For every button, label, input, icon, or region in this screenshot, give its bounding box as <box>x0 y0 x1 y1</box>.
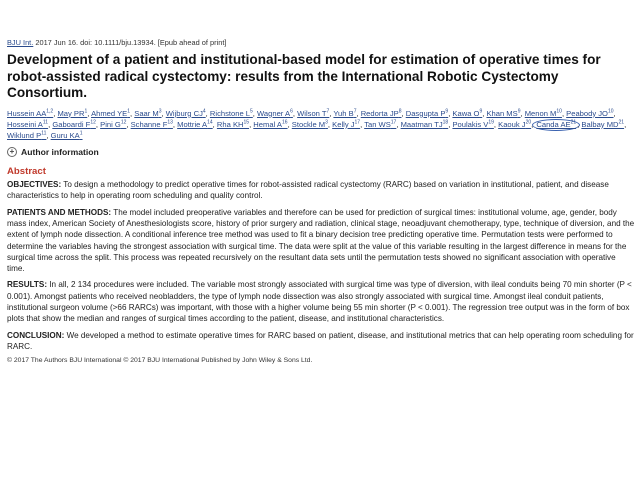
author-name[interactable]: Dasgupta P <box>405 108 446 118</box>
author-affiliation-sup: 14 <box>207 119 213 126</box>
author-link[interactable] <box>131 120 173 129</box>
author-link[interactable] <box>452 109 482 118</box>
author-link[interactable] <box>297 109 329 118</box>
author-name[interactable]: Schanne F <box>130 119 168 129</box>
section-text: We developed a method to estimate operative times for RARC based on patient, disease, and institutional metrics that can help operating room scheduling for RARC. <box>7 330 634 351</box>
author-affiliation-sup: 20 <box>525 119 532 126</box>
author-name[interactable]: Wijburg CJ <box>165 108 203 118</box>
author-affiliation-sup: 21 <box>570 119 577 126</box>
author-affiliation-sup: 5 <box>250 107 253 114</box>
author-affiliation-sup: 11 <box>42 119 49 126</box>
author-affiliation-sup: 12 <box>120 119 127 126</box>
author-name[interactable]: Richstone L <box>209 108 251 118</box>
author-affiliation-sup: 1 <box>84 107 88 114</box>
author-affiliation-sup: 11 <box>41 130 47 137</box>
author-link[interactable] <box>581 120 624 129</box>
author-link[interactable] <box>333 109 356 118</box>
author-link[interactable] <box>52 120 96 129</box>
author-affiliation-sup: 12 <box>90 119 96 126</box>
author-link[interactable] <box>57 109 87 118</box>
author-affiliation-sup: 1 <box>79 130 83 137</box>
section-text: In all, 2 134 procedures were included. The variable most strongly associated with surgical time was type of diversion, with ileal conduits being 70 min shorter (P < 0.001). Amongst patients who received neobladders, the type of lymph node dissection was also strongly associated with surgical time. Amongst ileal conduit patients, institutional surgeon volume (>66 RARCs) was important, with those with a higher volume being 55 min shorter (P < 0.001). The regression tree output was in the form of box plots that show the median and ranges of surgical times according to the patient, disease, and institutional characteristics. <box>7 280 632 324</box>
author-link[interactable] <box>51 131 83 140</box>
author-link[interactable] <box>210 109 253 118</box>
author-link[interactable] <box>177 120 213 129</box>
author-link[interactable] <box>498 120 531 129</box>
author-name[interactable]: Wilson T <box>297 108 327 118</box>
author-name[interactable]: Wagner A <box>257 108 291 118</box>
author-name[interactable]: Hemal A <box>253 119 282 129</box>
author-affiliation-sup: 1,2 <box>46 107 54 114</box>
author-affiliation-sup: 13 <box>167 119 173 126</box>
abstract-objectives <box>7 179 635 202</box>
author-affiliation-sup: 10 <box>607 107 614 114</box>
author-affiliation-sup: 7 <box>326 107 330 114</box>
author-link[interactable] <box>7 109 53 118</box>
author-name[interactable]: Peabody JO <box>566 108 608 118</box>
author-name[interactable]: Menon M <box>524 108 557 118</box>
author-name[interactable]: Hussein AA <box>7 108 47 118</box>
author-link[interactable] <box>91 109 130 118</box>
author-name[interactable]: Ahmed YE <box>91 108 128 118</box>
author-name[interactable]: Pini G <box>100 119 121 129</box>
author-affiliation-sup: 10 <box>556 107 562 114</box>
journal-link[interactable]: BJU Int. <box>7 38 34 47</box>
author-list: Hussein AA$^{1,2}$, May $PR^1$, Ahmed $YE^1$, Saar $M^3$, Wijburg $CJ^4$, Richstone $L^5$, Wagner $A^6$, Wilson $T^7$, Yuh $B^7$, Redorta $JP^8$, Dasgupta $P^9$, Kawa $O^9$, Khan $MS^9$, Menon $M^{10}$, Peabody JO$^{10}$, Hosseini $A^{11}$, Gaboardi $F^{12}$, Pini $G^{12}$, Schanne $F^{13}$, Mottrie $A^{14}$, Rha KH$^{15}$, Hemal $A^{16}$, Stockle $M^3$, Kelly $J^{17}$, Tan WS$^{17}$, Maatman TJ$^{18}$, Poulakis $V^{19}$, Kaouk $J^{20}$, Canda AE$^{21}$, Balbay MD$^{21}$, Wiklund $P^{11}$, Guru $KA^1$ <box>7 107 627 140</box>
author-link[interactable] <box>364 120 396 129</box>
author-affiliation-sup: 9 <box>517 107 521 114</box>
author-name[interactable]: Kaouk J <box>498 119 526 129</box>
citation-details: 2017 Jun 16. doi: 10.1111/bju.13934. [Epub ahead of print] <box>33 38 227 47</box>
author-affiliation-sup: 3 <box>158 107 162 114</box>
abstract-conclusion <box>7 330 635 353</box>
author-name[interactable]: Kawa O <box>452 108 480 118</box>
citation-line <box>7 38 635 48</box>
abstract-methods <box>7 207 635 275</box>
author-link[interactable] <box>100 120 126 129</box>
abstract-heading: Abstract <box>7 166 46 178</box>
section-label: PATIENTS AND METHODS: <box>7 207 112 217</box>
author-affiliation-sup: 7 <box>353 107 357 114</box>
author-link[interactable] <box>525 109 562 118</box>
author-link[interactable] <box>401 120 449 129</box>
author-link[interactable] <box>536 120 576 129</box>
author-name[interactable]: Rha KH <box>216 119 244 129</box>
author-affiliation-sup: 8 <box>398 107 402 114</box>
author-name[interactable]: Mottrie A <box>177 119 208 129</box>
author-link[interactable] <box>257 109 293 118</box>
section-text: The model included preoperative variables and therefore can be used for prediction of surgical times: institutional volume, age, gender, body mass index, American Society of Anesthesiologists score, history of prior surgery and radiation, clinical stage, neoadjuvant chemotherapy, type, technique of diversion, and the extent of lymph node dissection. A conditional inference tree method was used to fit a binary decision tree predicting operative time. Permutation tests were performed to determine the variables having the strongest association with surgical time. The data were split at the value of this variable resulting in the largest difference in means for the surgical time across the split. This process was repeated recursively on the resultant data sets until the permutation tests showed no significant association with operative time. <box>7 207 635 274</box>
author-affiliation-sup: 1 <box>127 107 131 114</box>
copyright-notice: © 2017 The Authors BJU International © 2017 BJU International Published by John Wiley & Sons Ltd. <box>7 357 313 365</box>
section-text: To design a methodology to predict operative times for robot-assisted radical cystectomy (RARC) based on variation in institutional, patient, and disease characteristics to help in operating room scheduling and quality control. <box>7 180 609 201</box>
author-link[interactable] <box>7 120 48 129</box>
author-affiliation-sup: 17 <box>354 119 361 126</box>
author-name[interactable]: Stockle M <box>291 119 326 129</box>
author-name[interactable]: May PR <box>57 108 85 118</box>
author-name[interactable]: Wiklund P <box>7 130 42 140</box>
author-link[interactable] <box>217 120 249 129</box>
author-affiliation-sup: 4 <box>202 107 206 114</box>
author-link[interactable] <box>452 120 493 129</box>
author-affiliation-sup: 17 <box>390 119 397 126</box>
author-link[interactable] <box>566 109 613 118</box>
author-affiliation-sup: 19 <box>488 119 494 126</box>
author-link[interactable] <box>486 109 520 118</box>
author-affiliation-sup: 15 <box>243 119 250 126</box>
author-affiliation-sup: 6 <box>290 107 293 114</box>
author-name[interactable]: Poulakis V <box>452 119 489 129</box>
author-name[interactable]: Saar M <box>134 108 159 118</box>
author-information-toggle[interactable] <box>7 146 635 158</box>
author-affiliation-sup: 21 <box>618 119 625 126</box>
author-link[interactable] <box>332 120 360 129</box>
section-label: CONCLUSION: <box>7 330 65 340</box>
author-link[interactable] <box>253 120 287 129</box>
author-name[interactable]: Gaboardi F <box>52 119 91 129</box>
author-name[interactable]: Yuh B <box>333 108 354 118</box>
author-highlight-circle <box>532 119 580 131</box>
author-link[interactable] <box>134 109 161 118</box>
author-name[interactable]: Maatman TJ <box>400 119 443 129</box>
author-name[interactable]: Hosseini A <box>7 119 43 129</box>
abstract-results <box>7 279 635 324</box>
author-link[interactable] <box>292 120 328 129</box>
pubmed-abstract-page <box>7 38 635 364</box>
author-link[interactable] <box>7 131 46 140</box>
author-name[interactable]: Canda AE <box>536 119 571 129</box>
author-affiliation-sup: 18 <box>442 119 449 126</box>
author-name[interactable]: Balbay MD <box>581 119 619 129</box>
author-information-label: Author information <box>21 147 99 158</box>
author-link[interactable] <box>361 109 402 118</box>
article-title: Development of a patient and institutional-based model for estimation of operative times for robot-assisted radical cystectomy: results from the International Robotic Cystectomy Consortium. <box>7 52 601 100</box>
author-affiliation-sup: 3 <box>325 119 328 126</box>
author-link[interactable] <box>166 109 206 118</box>
section-label: OBJECTIVES: <box>7 180 62 190</box>
author-name[interactable]: Redorta JP <box>360 108 399 118</box>
author-affiliation-sup: 9 <box>479 107 483 114</box>
expand-plus-icon[interactable]: + <box>7 147 17 157</box>
section-label: RESULTS: <box>7 280 48 290</box>
author-affiliation-sup: 16 <box>282 119 288 126</box>
author-name[interactable]: Kelly J <box>332 119 355 129</box>
author-name[interactable]: Tan WS <box>364 119 391 129</box>
author-name[interactable]: Khan MS <box>486 108 518 118</box>
author-affiliation-sup: 9 <box>445 107 449 114</box>
author-link[interactable] <box>406 109 448 118</box>
author-name[interactable]: Guru KA <box>50 130 80 140</box>
